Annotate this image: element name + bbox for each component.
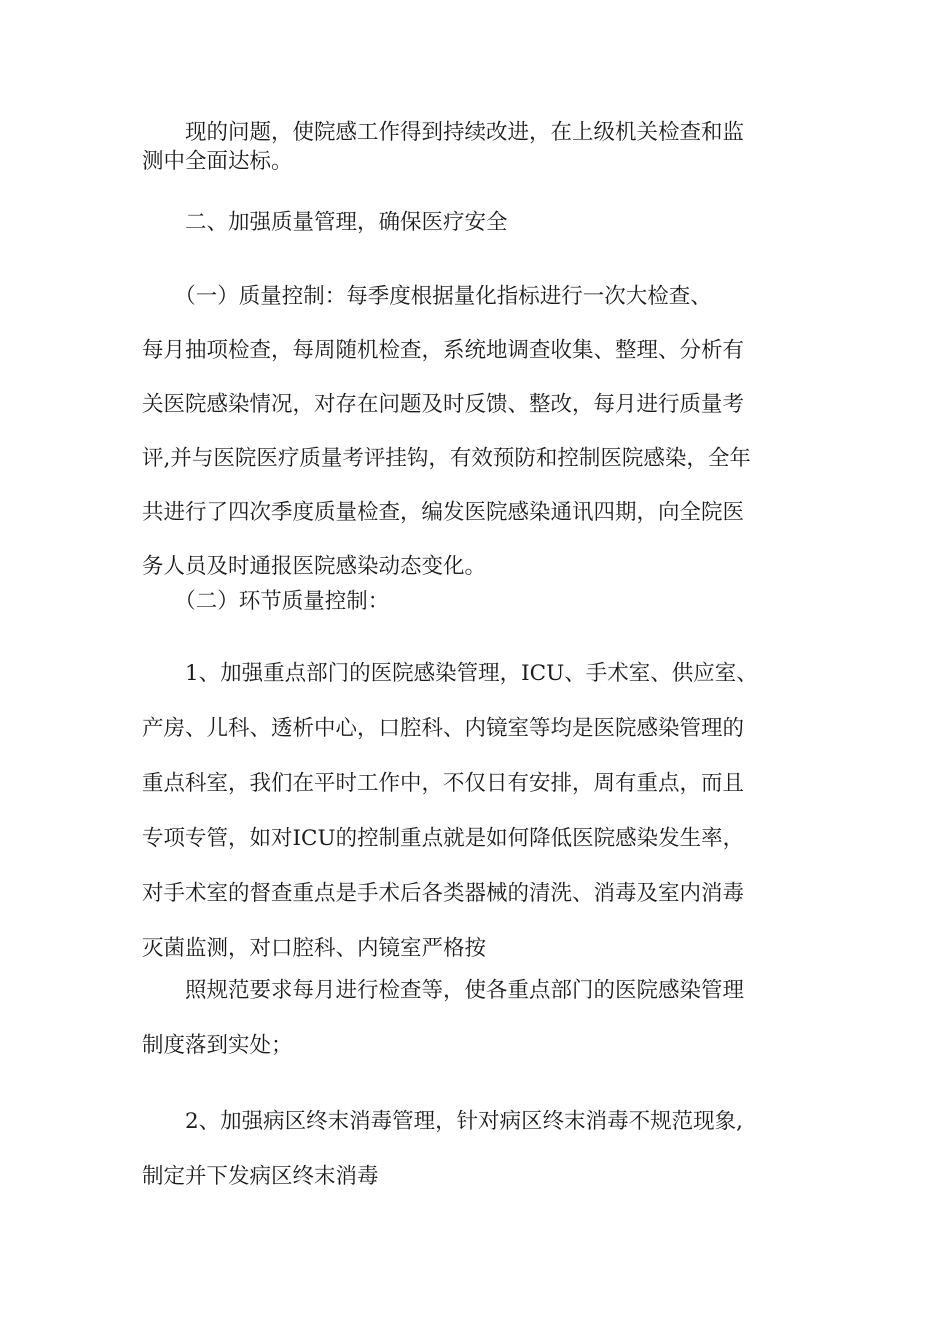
text-line: （一）质量控制：每季度根据量化指标进行一次大检查、 <box>142 284 712 309</box>
text-line: 二、加强质量管理，确保医疗安全 <box>142 210 508 235</box>
text-line: 务人员及时通报医院感染动态变化。 <box>142 554 487 579</box>
text-line: 现的问题，使院感工作得到持续改进，在上级机关检查和监 <box>142 120 745 145</box>
text-line: 专项专管，如对ICU的控制重点就是如何降低医院感染发生率， <box>142 826 745 851</box>
paragraph-terminal-disinfection <box>142 1094 814 1204</box>
subheading-link-quality <box>142 587 814 616</box>
text-line: 1、加强重点部门的医院感染管理，ICU、手术室、供应室、 <box>142 661 758 686</box>
text-line: 制定并下发病区终末消毒 <box>142 1164 379 1189</box>
text-line: 测中全面达标。 <box>142 149 293 174</box>
text-line: 评,并与医院医疗质量考评挂钩，有效预防和控制医院感染，全年 <box>142 446 751 471</box>
text-line: 产房、儿科、透析中心，口腔科、内镜室等均是医院感染管理的 <box>142 716 745 741</box>
paragraph-quality-control <box>142 270 814 594</box>
text-line: （二）环节质量控制： <box>142 589 390 614</box>
text-line: 照规范要求每月进行检查等，使各重点部门的医院感染管理 <box>142 978 745 1003</box>
text-line: 2、加强病区终末消毒管理，针对病区终末消毒不规范现象, <box>142 1109 744 1134</box>
text-line: 关医院感染情况，对存在问题及时反馈、整改，每月进行质量考 <box>142 392 745 417</box>
text-line: 制度落到实处； <box>142 1033 293 1058</box>
text-line: 每月抽项检查，每周随机检查，系统地调查收集、整理、分析有 <box>142 338 745 363</box>
text-line: 灭菌监测，对口腔科、内镜室严格按 <box>142 936 487 961</box>
text-line: 对手术室的督查重点是手术后各类器械的清洗、消毒及室内消毒 <box>142 881 745 906</box>
section-heading-2 <box>142 208 814 237</box>
paragraph-monthly-check <box>142 963 814 1073</box>
paragraph-1 <box>142 118 814 176</box>
paragraph-key-departments <box>142 646 814 976</box>
text-line: 共进行了四次季度质量检查，编发医院感染通讯四期，向全院医 <box>142 500 745 525</box>
text-line: 重点科室，我们在平时工作中，不仅日有安排，周有重点，而且 <box>142 771 745 796</box>
